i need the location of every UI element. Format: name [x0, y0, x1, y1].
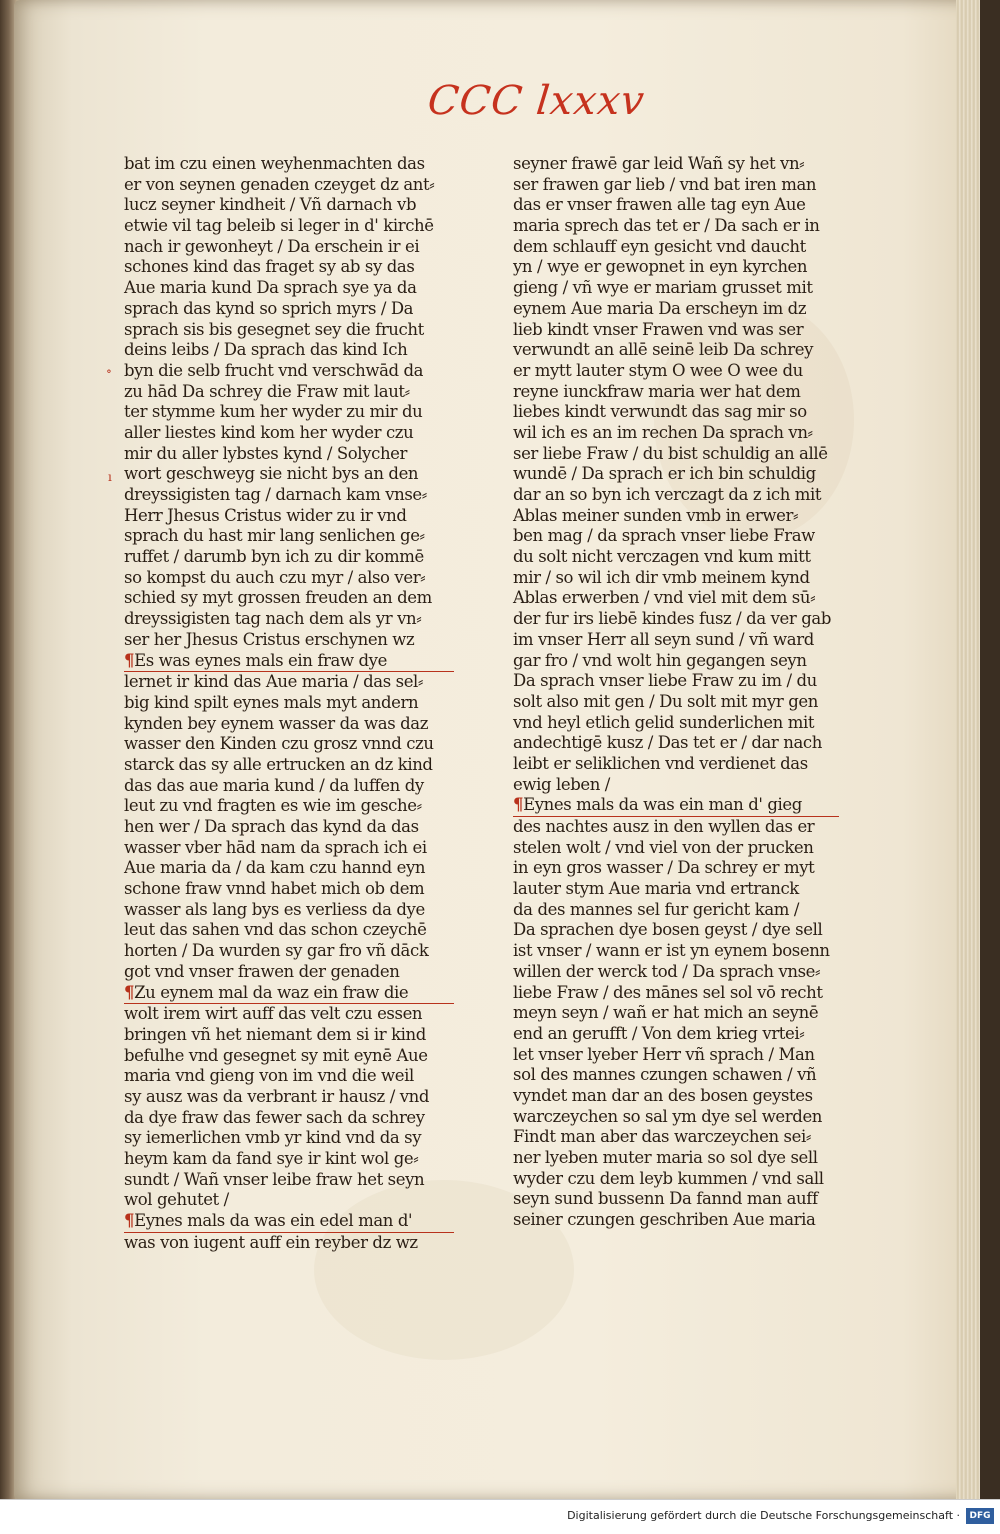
text-line-content: Eynes mals da was ein edel man d': [134, 1211, 413, 1231]
text-line: Aue maria kund Da sprach sye ya da: [124, 278, 417, 298]
text-line: sprach du hast mir lang senlichen ge⸗: [124, 526, 425, 546]
text-line: andechtigē kusz / Das tet er / dar nach: [513, 733, 822, 753]
text-line: Aue maria da / da kam czu hannd eyn: [124, 858, 426, 878]
text-line: dar an so byn ich verczagt da z ich mit: [513, 485, 822, 504]
text-line: da des mannes sel fur gericht kam /: [513, 899, 800, 919]
footer-credit-text: Digitalisierung gefördert durch die Deutsche Forschungsgemeinschaft ·: [567, 1509, 960, 1522]
text-line: mir / so wil ich dir vmb meinem kynd: [513, 567, 810, 587]
text-line: dreyssigisten tag nach dem als yr vn⸗: [124, 609, 422, 629]
text-line: wort geschweyg sie nicht bys an den: [124, 464, 419, 484]
text-line: sprach das kynd so sprich myrs / Da: [124, 298, 414, 318]
text-line: des nachtes ausz in den wyllen das er: [513, 817, 815, 836]
text-line: kynden bey eynem wasser da was daz: [124, 713, 429, 733]
text-line: big kind spilt eynes mals myt andern: [124, 692, 419, 712]
text-line: ewig leben /: [513, 774, 610, 794]
text-line: ben mag / da sprach vnser liebe Fraw: [513, 526, 815, 546]
page-edge: [956, 0, 980, 1500]
text-line: eynem Aue maria Da erscheyn im dz: [513, 298, 807, 318]
text-line: maria sprech das tet er / Da sach er in: [513, 216, 820, 236]
text-line: Ablas erwerben / vnd viel mit dem sū⸗: [513, 588, 816, 608]
paragraph-mark-icon: ¶: [124, 982, 135, 1002]
text-line-content: Es was eynes mals ein fraw dye: [134, 650, 387, 670]
text-line: [513, 795, 839, 817]
digitization-footer: [0, 1499, 1000, 1534]
text-line: ser frawen gar lieb / vnd bat iren man: [513, 174, 817, 194]
text-line: seyn sund bussenn Da fannd man auff: [513, 1189, 818, 1209]
text-line: ist vnser / wann er ist yn eynem bosenn: [513, 941, 830, 961]
text-line: starck das sy alle ertrucken an dz kind: [124, 754, 433, 774]
text-line: Herr Jhesus Cristus wider zu ir vnd: [124, 505, 407, 525]
text-line: byn die selb frucht vnd verschwād da: [124, 360, 424, 380]
paragraph-mark-icon: ¶: [124, 650, 135, 670]
text-line: willen der werck tod / Da sprach vnse⸗: [513, 961, 821, 981]
text-line: end an gerufft / Von dem krieg vrtei⸗: [513, 1023, 805, 1043]
text-line: verwundt an allē seinē leib Da schrey: [513, 340, 813, 360]
text-line: lauter stym Aue maria vnd ertranck: [513, 879, 799, 899]
text-line: da dye fraw das fewer sach da schrey: [124, 1107, 425, 1127]
text-line: gar fro / vnd wolt hin gegangen seyn: [513, 650, 807, 670]
text-line: bringen vñ het niemant dem si ir kind: [124, 1024, 426, 1044]
text-line: das das aue maria kund / da luffen dy: [124, 775, 424, 795]
text-line: ter stymme kum her wyder zu mir du: [124, 402, 423, 422]
text-line: schied sy myt grossen freuden an dem: [124, 588, 432, 608]
text-line-content: Eynes mals da was ein man d' gieg: [523, 795, 802, 815]
text-line: dem schlauff eyn gesicht vnd daucht: [513, 236, 806, 256]
text-line: reyne iunckfraw maria wer hat dem: [513, 381, 801, 401]
text-line: wasser als lang bys es verliess da dye: [124, 899, 425, 919]
text-line: solt also mit gen / Du solt mit myr gen: [513, 691, 819, 711]
text-line: hen wer / Da sprach das kynd da das: [124, 817, 419, 836]
text-line: sprach sis bis gesegnet sey die frucht: [124, 319, 424, 339]
text-column-right: [513, 154, 839, 1231]
text-line: bat im czu einen weyhenmachten das: [124, 154, 425, 173]
text-line: schones kind das fraget sy ab sy das: [124, 257, 415, 277]
text-line: [124, 1211, 454, 1233]
text-line: sy iemerlichen vmb yr kind vnd da sy: [124, 1128, 422, 1148]
paragraph-mark-icon: ¶: [124, 1211, 135, 1231]
text-line: liebes kindt verwundt das sag mir so: [513, 402, 807, 422]
text-line: wundē / Da sprach er ich bin schuldig: [513, 464, 816, 484]
text-line: ser her Jhesus Cristus erschynen wz: [124, 629, 415, 649]
text-line: heym kam da fand sye ir kint wol ge⸗: [124, 1149, 419, 1168]
text-line: got vnd vnser frawen der genaden: [124, 961, 400, 981]
text-line: deins leibs / Da sprach das kind Ich: [124, 340, 408, 360]
margin-mark: ∘: [106, 364, 112, 378]
text-line: sundt / Wañ vnser leibe fraw het seyn: [124, 1169, 425, 1189]
text-line: ner lyeben muter maria so sol dye sell: [513, 1148, 818, 1167]
text-line: Da sprachen dye bosen geyst / dye sell: [513, 920, 823, 940]
folio-number: CCC lxxxv: [425, 78, 648, 124]
text-line: Findt man aber das warczeychen sei⸗: [513, 1127, 811, 1147]
text-line: leibt er seliklichen vnd verdienet das: [513, 753, 808, 773]
text-line: ruffet / darumb byn ich zu dir kommē: [124, 547, 424, 567]
text-line: gieng / vñ wye er mariam grusset mit: [513, 278, 813, 298]
text-line: warczeychen so sal ym dye sel werden: [513, 1106, 823, 1126]
text-line: wol gehutet /: [124, 1190, 229, 1210]
text-column-left: [124, 154, 454, 1253]
text-line: er von seynen genaden czeyget dz ant⸗: [124, 174, 435, 194]
text-line: [124, 651, 454, 673]
text-line: liebe Fraw / des mānes sel sol vō recht: [513, 982, 823, 1002]
text-line: etwie vil tag beleib si leger in d' kirchē: [124, 216, 434, 236]
text-line: Ablas meiner sunden vmb in erwer⸗: [513, 505, 799, 525]
text-line: du solt nicht verczagen vnd kum mitt: [513, 547, 811, 567]
text-line: schone fraw vnnd habet mich ob dem: [124, 879, 425, 899]
text-line: aller liestes kind kom her wyder czu: [124, 422, 414, 442]
text-line: so kompst du auch czu myr / also ver⸗: [124, 567, 426, 587]
text-line: ser liebe Fraw / du bist schuldig an allē: [513, 443, 828, 463]
text-line: Da sprach vnser liebe Fraw zu im / du: [513, 671, 817, 691]
text-line: sy ausz was da verbrant ir hausz / vnd: [124, 1086, 430, 1106]
text-line: das er vnser frawen alle tag eyn Aue: [513, 195, 806, 215]
text-line: dreyssigisten tag / darnach kam vnse⸗: [124, 485, 427, 504]
text-line: lucz seyner kindheit / Vñ darnach vb: [124, 195, 417, 215]
text-line: befulhe vnd gesegnet sy mit eynē Aue: [124, 1045, 428, 1065]
text-line: sol des mannes czungen schawen / vñ: [513, 1065, 817, 1085]
text-line: vyndet man dar an des bosen geystes: [513, 1085, 813, 1105]
text-line: leut das sahen vnd das schon czeychē: [124, 920, 427, 940]
text-line: leut zu vnd fragten es wie im gesche⸗: [124, 796, 422, 816]
text-line: yn / wye er gewopnet in eyn kyrchen: [513, 257, 808, 277]
text-line: zu hād Da schrey die Fraw mit laut⸗: [124, 381, 410, 401]
paragraph-mark-icon: ¶: [513, 795, 524, 815]
text-line: der fur irs liebē kindes fusz / da ver gab: [513, 609, 832, 629]
text-line: wil ich es an im rechen Da sprach vn⸗: [513, 422, 813, 442]
text-line: vnd heyl etlich gelid sunderlichen mit: [513, 712, 815, 732]
margin-mark: ı: [108, 470, 112, 484]
text-line: maria vnd gieng von im vnd die weil: [124, 1066, 414, 1086]
text-line: wasser den Kinden czu grosz vnnd czu: [124, 734, 434, 754]
text-line: wolt irem wirt auff das velt czu essen: [124, 1004, 423, 1024]
text-line: nach ir gewonheyt / Da erschein ir ei: [124, 236, 420, 256]
text-line: stelen wolt / vnd viel von der prucken: [513, 837, 814, 857]
text-line: [124, 983, 454, 1005]
text-line: wasser vber hād nam da sprach ich ei: [124, 837, 427, 857]
text-line: lernet ir kind das Aue maria / das sel⸗: [124, 672, 424, 692]
text-line: lieb kindt vnser Frawen vnd was ser: [513, 319, 804, 339]
text-line: let vnser lyeber Herr vñ sprach / Man: [513, 1044, 815, 1064]
text-line: wyder czu dem leyb kummen / vnd sall: [513, 1168, 824, 1188]
text-line-content: Zu eynem mal da waz ein fraw die: [134, 982, 409, 1002]
text-line: meyn seyn / wañ er hat mich an seynē: [513, 1003, 819, 1023]
text-line: mir du aller lybstes kynd / Solycher: [124, 443, 408, 463]
text-line: was von iugent auff ein reyber dz wz: [124, 1232, 418, 1252]
text-line: horten / Da wurden sy gar fro vñ dāck: [124, 941, 429, 961]
text-line: in eyn gros wasser / Da schrey er myt: [513, 858, 815, 878]
text-line: seyner frawē gar leid Wañ sy het vn⸗: [513, 154, 805, 173]
text-line: seiner czungen geschriben Aue maria: [513, 1210, 816, 1230]
text-line: er mytt lauter stym O wee O wee du: [513, 360, 803, 380]
text-line: im vnser Herr all seyn sund / vñ ward: [513, 629, 814, 649]
dfg-logo-icon: DFG: [966, 1508, 994, 1524]
